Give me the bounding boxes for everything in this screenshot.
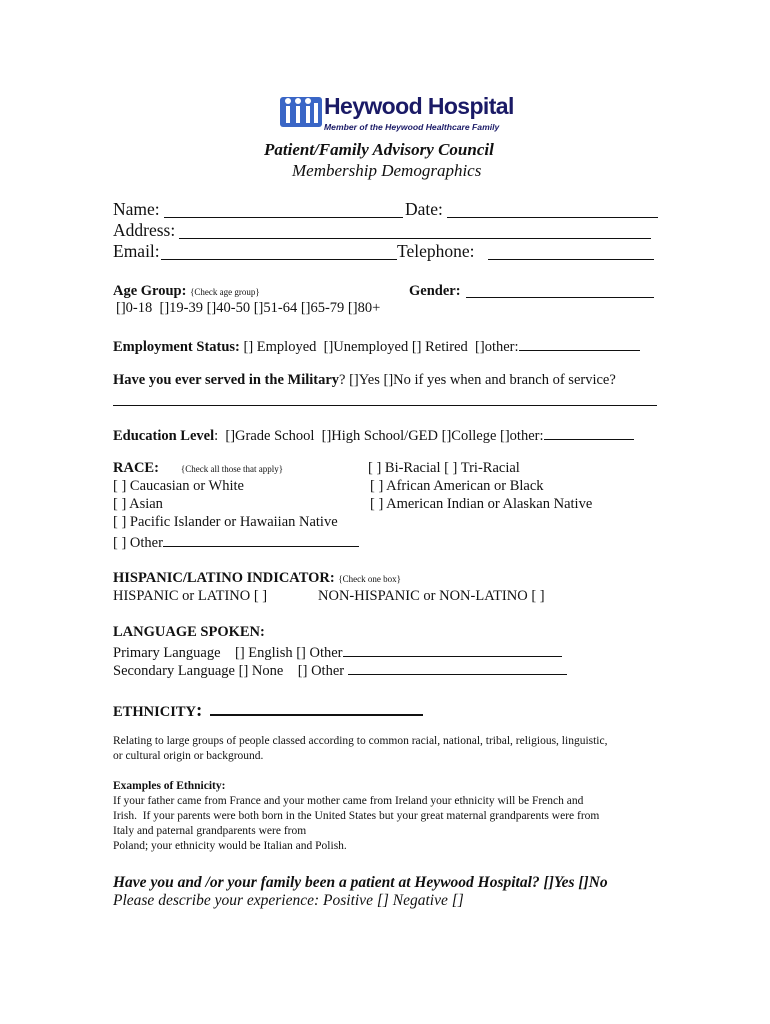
ethnicity-field[interactable] xyxy=(210,700,423,716)
experience-question[interactable]: Please describe your experience: Positive [] Negative [] xyxy=(113,892,464,909)
employment-row[interactable] xyxy=(113,336,640,356)
address-field[interactable] xyxy=(179,238,651,239)
hispanic-label: HISPANIC/LATINO INDICATOR: xyxy=(113,570,335,586)
hispanic-option[interactable]: HISPANIC or LATINO [ ] xyxy=(113,588,268,604)
ethnicity-example-line-2: Irish. If your parents were both born in the United States but your great maternal grandparents were from xyxy=(113,810,600,822)
non-hispanic-option[interactable]: NON-HISPANIC or NON-LATINO [ ] xyxy=(318,588,545,604)
employment-options[interactable]: [] Employed []Unemployed [] Retired []other: xyxy=(243,339,519,355)
age-group-hint: {Check age group} xyxy=(190,287,260,297)
secondary-language-options[interactable]: Secondary Language [] None [] Other xyxy=(113,663,348,679)
race-heading xyxy=(113,460,283,477)
address-label: Address: xyxy=(113,220,176,240)
telephone-field[interactable] xyxy=(488,259,654,260)
military-options[interactable]: ? []Yes []No if yes when and branch of service? xyxy=(339,372,616,388)
race-option-african-american[interactable]: [ ] African American or Black xyxy=(370,478,544,494)
race-option-asian[interactable]: [ ] Asian xyxy=(113,496,163,512)
race-option-caucasian[interactable]: [ ] Caucasian or White xyxy=(113,478,244,494)
patient-question[interactable]: Have you and /or your family been a patient at Heywood Hospital? []Yes []No xyxy=(113,874,608,891)
name-field[interactable] xyxy=(164,217,403,218)
form-title: Patient/Family Advisory Council xyxy=(264,140,494,159)
race-option-other[interactable]: [ ] Other xyxy=(113,535,163,551)
logo-tagline: Member of the Heywood Healthcare Family xyxy=(324,122,500,132)
military-question: Have you ever served in the Military xyxy=(113,372,340,388)
age-group-label: Age Group: xyxy=(113,283,187,299)
ethnicity-examples-label: Examples of Ethnicity: xyxy=(113,780,226,792)
telephone-label: Telephone: xyxy=(397,241,475,261)
race-hint: {Check all those that apply} xyxy=(180,464,284,474)
race-option-american-indian[interactable]: [ ] American Indian or Alaskan Native xyxy=(370,496,593,512)
date-label: Date: xyxy=(405,199,443,219)
ethnicity-label: ETHNICITY xyxy=(113,704,196,720)
language-label: LANGUAGE SPOKEN: xyxy=(113,624,265,640)
email-label: Email: xyxy=(113,241,160,261)
age-group-row xyxy=(113,283,260,300)
gender-field[interactable] xyxy=(466,297,654,298)
hospital-logo xyxy=(280,93,514,137)
name-label: Name: xyxy=(113,199,160,219)
race-other-field[interactable] xyxy=(163,532,359,547)
primary-language-row[interactable] xyxy=(113,642,562,662)
ethnicity-heading xyxy=(113,700,423,722)
logo-name: Heywood Hospital xyxy=(324,93,514,119)
hospital-logo-icon xyxy=(280,93,322,131)
race-option-pacific-islander[interactable]: [ ] Pacific Islander or Hawaiian Native xyxy=(113,514,338,530)
ethnicity-example-line-4: Poland; your ethnicity would be Italian and Polish. xyxy=(113,840,347,852)
ethnicity-example-line-3: Italy and paternal grandparents were from xyxy=(113,825,307,837)
military-branch-field[interactable] xyxy=(113,405,657,406)
primary-language-options[interactable]: Primary Language [] English [] Other xyxy=(113,645,343,661)
date-field[interactable] xyxy=(447,217,658,218)
ethnicity-colon: : xyxy=(196,700,203,721)
military-row[interactable] xyxy=(113,372,616,389)
education-options[interactable]: : []Grade School []High School/GED []College []other: xyxy=(214,428,544,444)
primary-language-other-field[interactable] xyxy=(343,642,562,657)
hispanic-hint: {Check one box} xyxy=(338,574,401,584)
secondary-language-other-field[interactable] xyxy=(348,660,567,675)
form-subtitle: Membership Demographics xyxy=(292,161,482,180)
education-label: Education Level xyxy=(113,428,215,444)
employment-label: Employment Status: xyxy=(113,339,240,355)
hispanic-heading xyxy=(113,570,401,587)
education-row[interactable] xyxy=(113,425,634,445)
race-option-other-row[interactable] xyxy=(113,532,359,552)
education-other-field[interactable] xyxy=(544,425,634,440)
secondary-language-row[interactable] xyxy=(113,660,567,680)
email-field[interactable] xyxy=(161,259,397,260)
race-option-multiracial[interactable]: [ ] Bi-Racial [ ] Tri-Racial xyxy=(368,460,520,476)
ethnicity-definition-line-2: or cultural origin or background. xyxy=(113,750,264,762)
ethnicity-definition-line-1: Relating to large groups of people classed according to common racial, national, tribal, religious, linguistic, xyxy=(113,735,608,747)
ethnicity-example-line-1: If your father came from France and your mother came from Ireland your ethnicity will be French and xyxy=(113,795,584,807)
employment-other-field[interactable] xyxy=(519,336,640,351)
gender-label: Gender: xyxy=(409,283,461,299)
age-group-options[interactable]: []0-18 []19-39 []40-50 []51-64 []65-79 []80+ xyxy=(116,300,381,316)
race-label: RACE: xyxy=(113,460,159,476)
